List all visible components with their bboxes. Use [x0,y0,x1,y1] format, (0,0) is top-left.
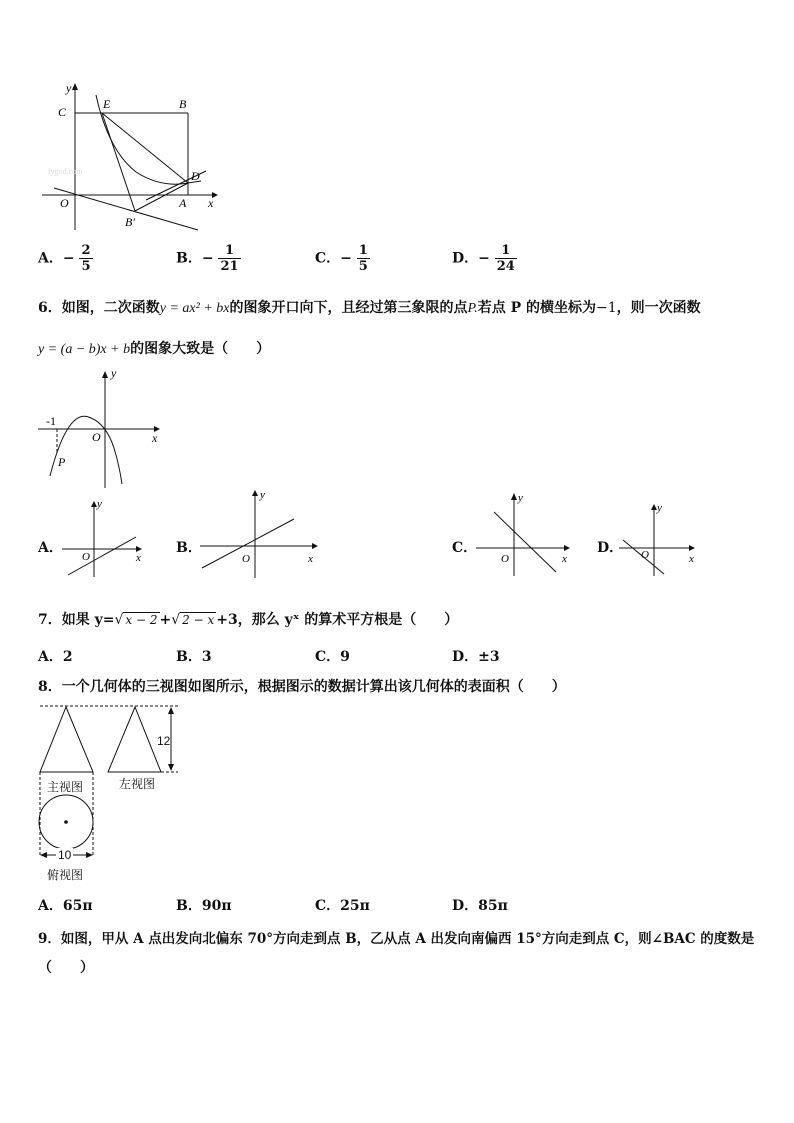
q5-label-x: x [208,196,214,210]
svg-text:y: y [97,498,102,510]
q7-stem: 7．如果 y=√ x − 2 +√ 2 − x +3，那么 yˣ 的算术平方根是（ ） [38,612,459,628]
svg-text:x: x [689,553,694,565]
q8-stem: 8．一个几何体的三视图如图所示，根据图示的数据计算出该几何体的表面积（ ） [38,679,566,695]
q6-parabola [50,416,122,484]
q6-option-c-graph[interactable] [474,488,574,578]
q9-stem-line1: 9．如图，甲从 A 点出发向北偏东 70°方向走到点 B，乙从点 A 出发向南偏西 15°方向走到点 C，则∠BAC 的度数是 [38,931,755,947]
q6-label-p: P [58,455,66,469]
q5-label-y: y [66,81,72,95]
q6-figure [36,366,166,491]
q6-stem-line1: 6．如图，二次函数y = ax² + bx的图象开口向下，且经过第三象限的点P.若点 P 的横坐标为−1，则一次函数 [38,300,701,316]
fraction: $\frac{1}{5}$ [358,243,368,274]
q5-watermark: fygod.com [48,167,83,176]
q6-option-d[interactable]: D． [597,540,624,556]
q5-label-e: E [103,97,111,111]
q5-option-b[interactable]: B．− $\frac{1}{21}$ [176,243,239,274]
q7-option-d[interactable]: D．±3 [452,649,500,665]
q5-label-o: O [60,196,69,210]
q6-label-neg1: -1 [46,414,56,428]
q5-label-a: A [179,196,187,210]
svg-text:x: x [308,553,313,565]
q6-label-y: y [111,366,117,380]
q6-label-o: O [92,430,101,444]
q8-option-a[interactable]: A．65π [38,898,93,914]
q5-y-arrow [72,83,78,90]
q5-label-c: C [58,105,67,119]
svg-text:y: y [657,502,662,514]
q5-figure [36,80,226,235]
q8-label-front: 主视图 [47,780,84,794]
q5-label-d: D [191,169,200,183]
svg-text:O: O [242,553,250,565]
q7-option-a[interactable]: A．2 [38,649,73,665]
q5-option-a[interactable]: A．− $\frac{2}{5}$ [38,243,91,274]
q8-label-width: 10 [58,848,72,862]
q6-option-a-graph[interactable] [60,497,145,582]
q8-option-b[interactable]: B．90π [176,898,232,914]
svg-text:y: y [518,492,523,504]
q8-option-d[interactable]: D．85π [452,898,508,914]
q6-label-x: x [152,431,158,445]
q6-stem-line2: y = (a − b)x + b的图象大致是（ ） [38,341,271,357]
q7-option-c[interactable]: C．9 [315,649,350,665]
q6-option-a[interactable]: A． [38,540,63,556]
fraction: $\frac{1}{24}$ [496,243,515,274]
fraction: $\frac{2}{5}$ [81,243,91,274]
svg-text:x: x [136,552,141,564]
q8-front-view [40,707,93,772]
q6-option-d-graph[interactable] [617,500,702,580]
q6-option-b[interactable]: B． [176,540,202,556]
q5-option-d[interactable]: D．− $\frac{1}{24}$ [452,243,515,274]
q8-label-top: 俯视图 [47,868,84,882]
svg-text:O: O [82,551,90,563]
q6-option-c[interactable]: C． [452,540,478,556]
q5-option-c[interactable]: C．− $\frac{1}{5}$ [315,243,368,274]
q8-label-height: 12 [157,734,171,748]
q6-option-b-graph[interactable] [198,486,323,581]
svg-text:y: y [260,489,265,501]
q8-label-left: 左视图 [119,777,156,791]
q5-label-bprime: B′ [125,215,135,229]
q5-label-b: B [179,97,187,111]
svg-text:O: O [501,553,509,565]
fraction: $\frac{1}{21}$ [220,243,239,274]
q8-option-c[interactable]: C．25π [315,898,370,914]
q9-stem-line2: （ ） [38,960,94,976]
svg-text:O: O [641,549,649,561]
q7-option-b[interactable]: B．3 [176,649,212,665]
q8-left-view [108,707,161,772]
svg-text:x: x [562,553,567,565]
